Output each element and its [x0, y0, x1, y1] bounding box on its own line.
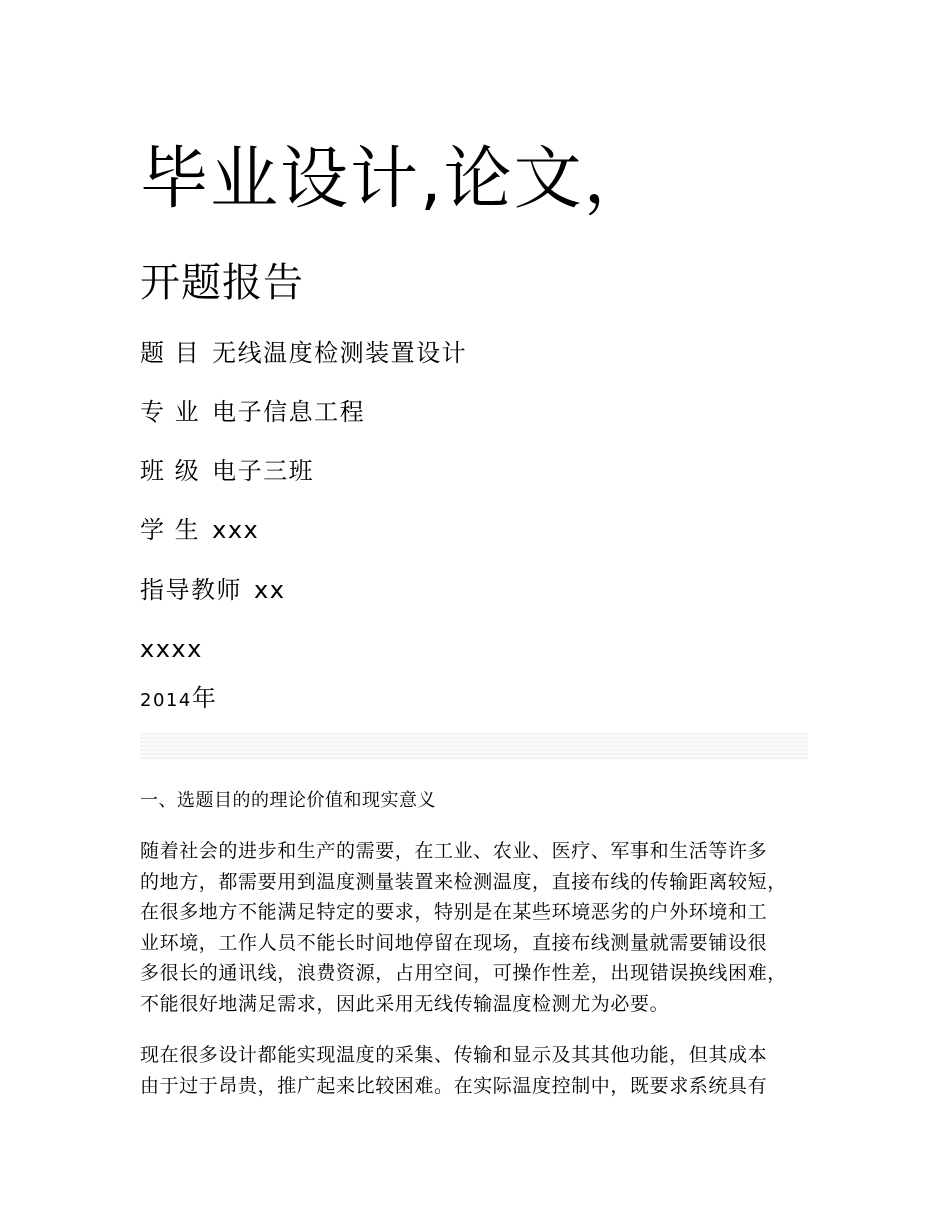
- field-major-label: 专 业: [140, 398, 201, 426]
- document-subtitle: 开题报告: [140, 260, 304, 306]
- field-class-value: 电子三班: [212, 457, 315, 485]
- paragraph-line: 由于过于昂贵，推广起来比较困难。在实际温度控制中，既要求系统具有: [140, 1074, 768, 1097]
- extra-line: xxxx: [140, 635, 203, 663]
- field-advisor-value: xx: [254, 576, 286, 604]
- field-major: [140, 396, 365, 428]
- paragraph-2: [140, 1040, 830, 1101]
- faint-separator-band: [140, 733, 808, 759]
- section-heading: 一、选题目的的理论价值和现实意义: [140, 790, 436, 811]
- paragraph-line: 业环境，工作人员不能长时间地停留在现场，直接布线测量就需要铺设很: [140, 931, 768, 954]
- field-topic-label: 题 目: [140, 339, 201, 367]
- paragraph-line: 在很多地方不能满足特定的要求，特别是在某些环境恶劣的户外环境和工: [140, 901, 768, 924]
- year-number: 2014: [140, 690, 192, 711]
- field-student-label: 学 生: [140, 516, 201, 544]
- field-advisor-label: 指导教师: [140, 576, 242, 604]
- field-topic: [140, 337, 467, 369]
- paragraph-line: 不能很好地满足需求，因此采用无线传输温度检测尤为必要。: [140, 992, 670, 1015]
- field-class: [140, 455, 314, 487]
- paragraph-line: 随着社会的进步和生产的需要，在工业、农业、医疗、军事和生活等许多: [140, 840, 768, 862]
- field-topic-value: 无线温度检测装置设计: [212, 339, 468, 367]
- paragraph-line: 的地方，都需要用到温度测量装置来检测温度，直接布线的传输距离较短，: [140, 870, 787, 893]
- paragraph-line: 现在很多设计都能实现温度的采集、传输和显示及其其他功能，但其成本: [140, 1044, 768, 1066]
- year-line: [140, 682, 217, 717]
- document-title: 毕业设计,论文，: [140, 140, 654, 219]
- field-student: [140, 514, 259, 546]
- field-advisor: [140, 574, 285, 606]
- year-suffix: 年: [191, 684, 217, 712]
- paragraph-1: [140, 836, 830, 1020]
- field-student-value: xxx: [212, 516, 260, 544]
- field-class-label: 班 级: [140, 457, 201, 485]
- paragraph-line: 多很长的通讯线，浪费资源，占用空间，可操作性差，出现错误换线困难，: [140, 962, 787, 985]
- field-major-value: 电子信息工程: [212, 398, 366, 426]
